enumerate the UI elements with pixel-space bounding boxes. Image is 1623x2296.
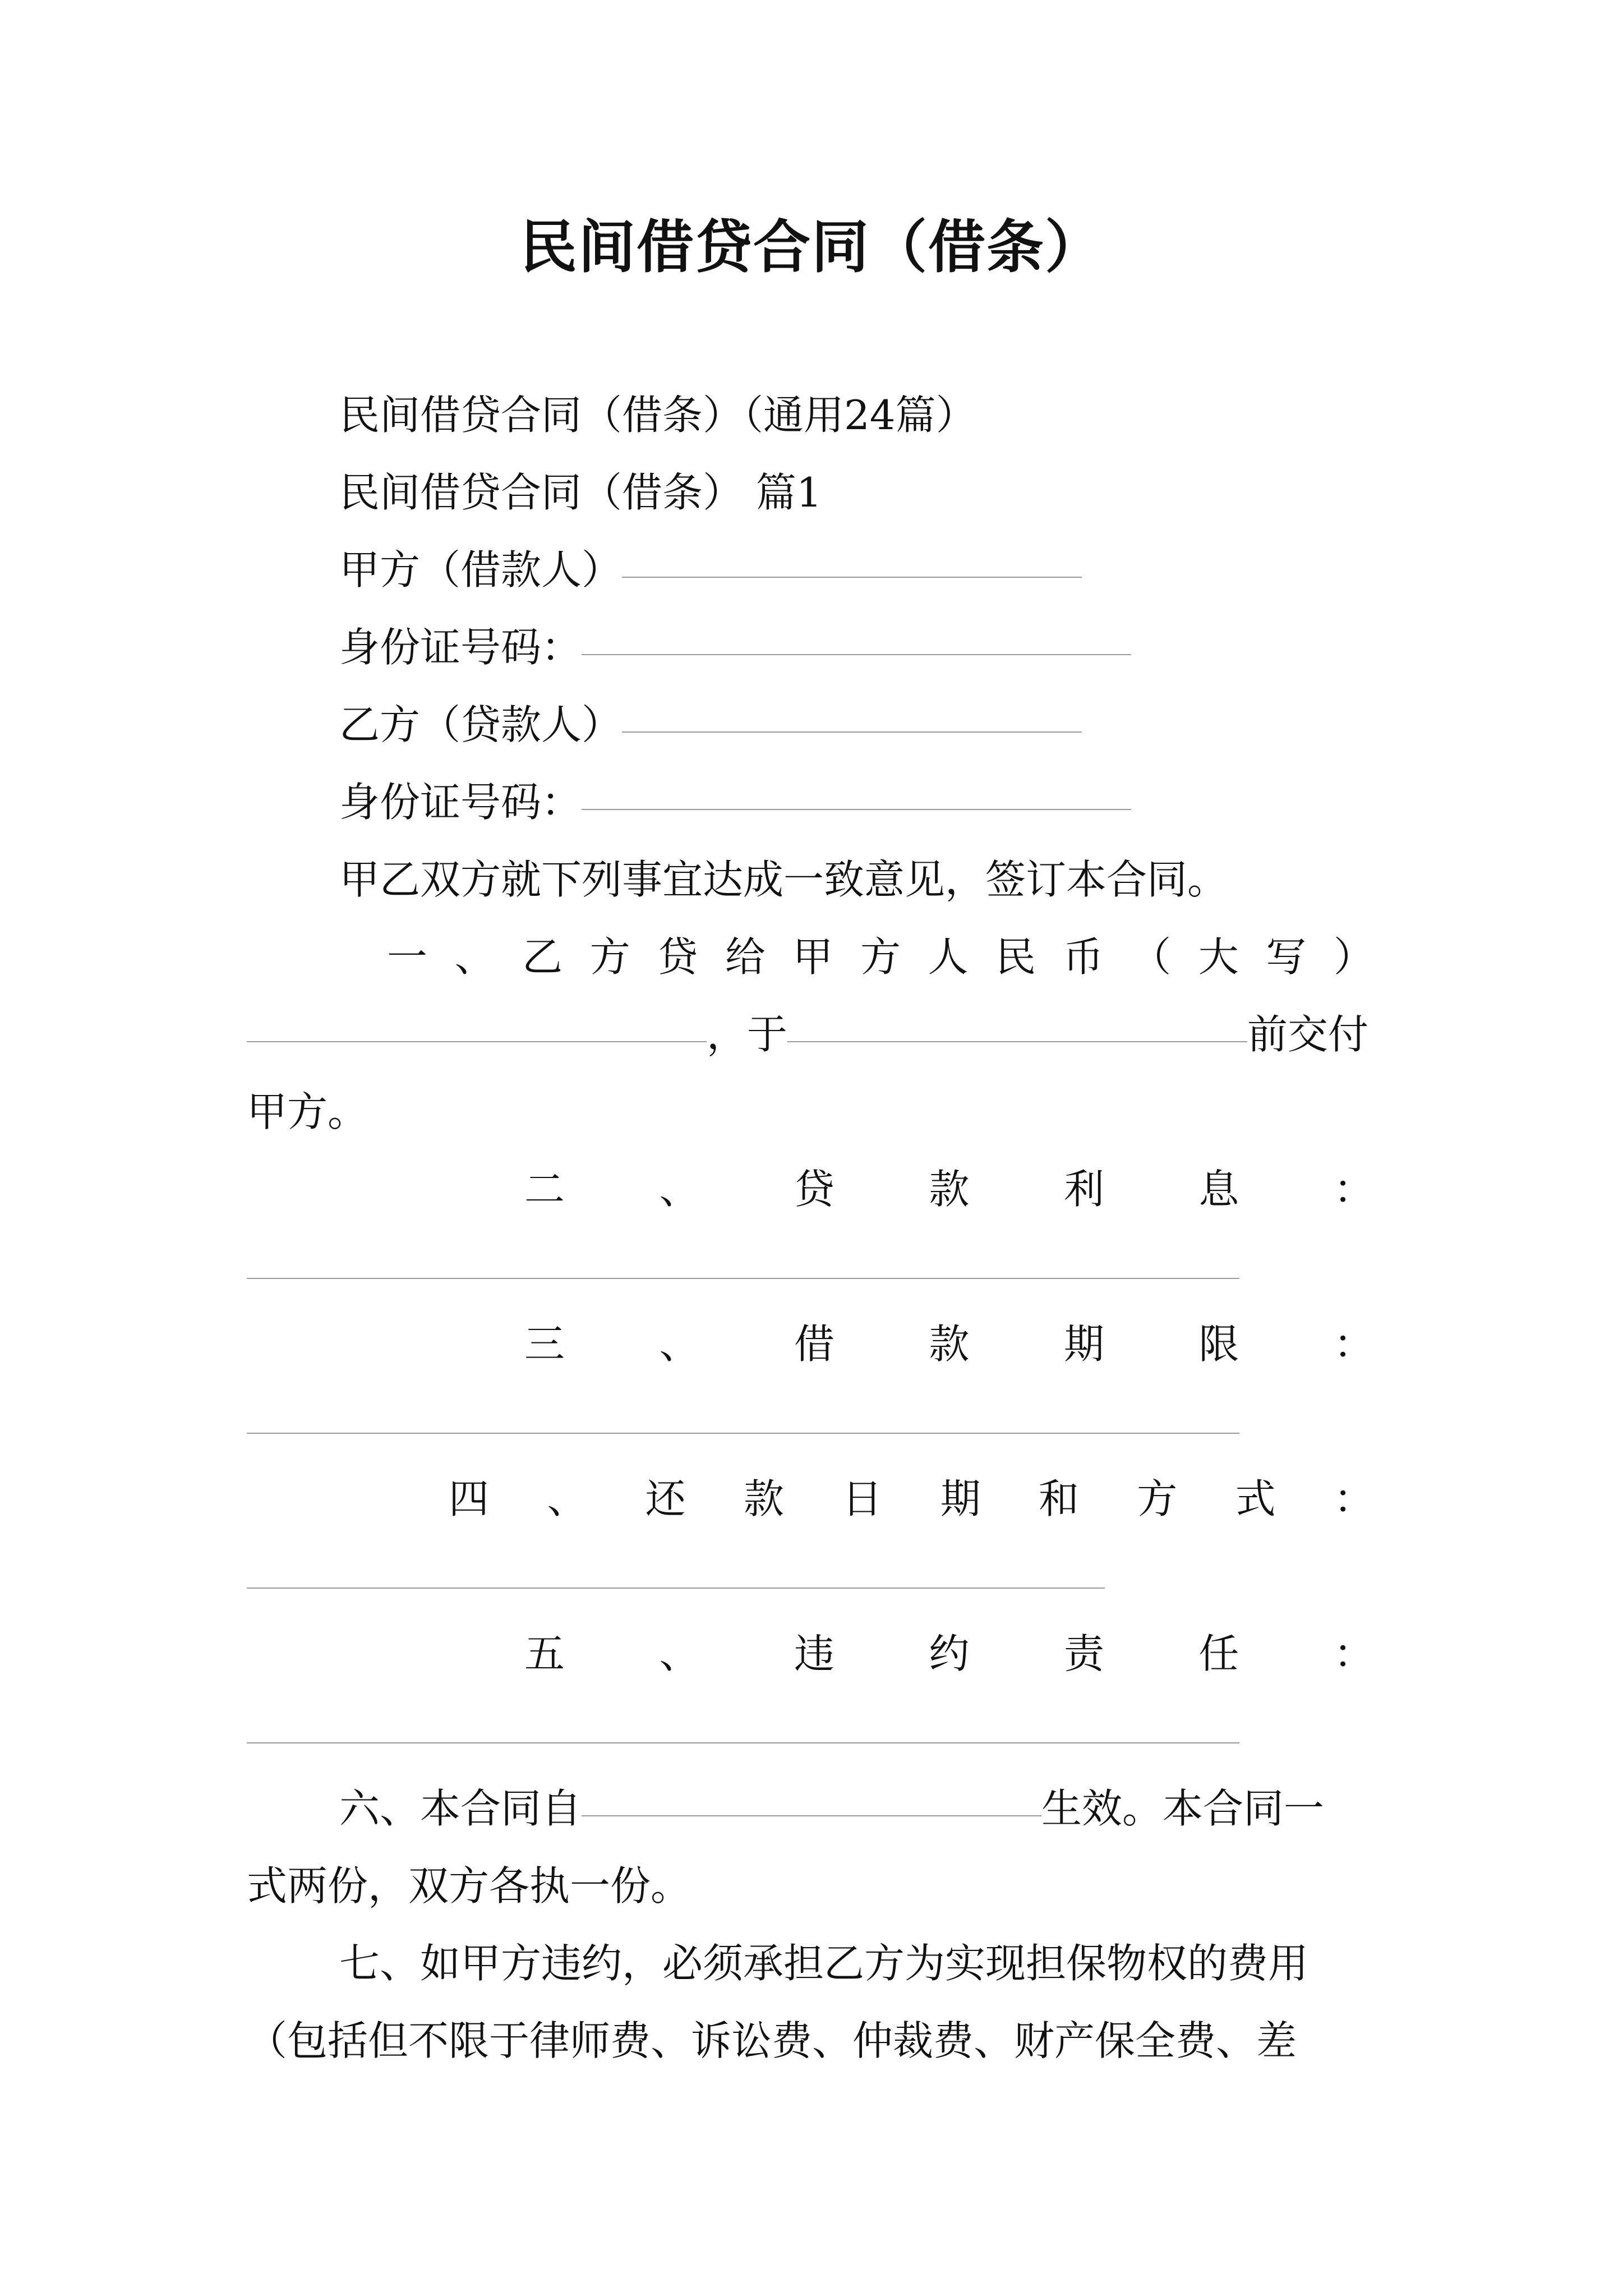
id-a-blank [582, 619, 1131, 655]
party-b-blank [622, 697, 1082, 733]
clause2-char: ： [1333, 1166, 1374, 1213]
clause4-char: 四 [449, 1475, 490, 1522]
clause5-char: 任 [1198, 1630, 1239, 1677]
clause4-char: 式 [1235, 1475, 1276, 1522]
clause5-char: ： [1333, 1630, 1374, 1677]
clause-6-line [339, 1780, 1324, 1837]
clause5-char: 、 [659, 1630, 700, 1677]
clause4-char: 还 [645, 1475, 686, 1522]
id-b-blank [582, 774, 1131, 810]
clause3-char: 款 [929, 1320, 970, 1368]
clause-5-blank [247, 1742, 1239, 1743]
date-blank [787, 1006, 1247, 1042]
clause-6-start: 六、本合同自 [339, 1785, 582, 1832]
clause4-char: 期 [940, 1475, 981, 1522]
clause4-char: ： [1333, 1475, 1374, 1522]
clause1-char: 人 [928, 933, 969, 981]
clause4-char: 款 [743, 1475, 784, 1522]
clause2-char: 利 [1063, 1166, 1104, 1213]
clause1-char: 写 [1266, 933, 1307, 981]
clause-7-line-2: （包括但不限于律师费、诉讼费、仲裁费、财产保全费、差 [247, 2017, 1297, 2064]
clause2-char: 二 [524, 1166, 565, 1213]
clause1-char: 、 [454, 933, 495, 981]
clause-2-line [524, 1161, 1374, 1217]
clause3-char: 、 [659, 1320, 700, 1368]
clause-4-line [449, 1471, 1374, 1527]
clause-1-line-2 [247, 1006, 1368, 1062]
party-a-line [339, 542, 1082, 598]
clause-5-line [524, 1626, 1374, 1682]
clause3-char: ： [1333, 1320, 1374, 1368]
clause4-char: 方 [1137, 1475, 1178, 1522]
clause1-char: 方 [589, 933, 630, 981]
clause-1-line [387, 929, 1374, 985]
subtitle: 民间借贷合同（借条）（通用24篇） [339, 392, 976, 439]
clause-2-blank [247, 1278, 1239, 1279]
effective-date-blank [582, 1780, 1041, 1816]
clause1-char: 一 [387, 933, 428, 981]
clause1-char: ） [1333, 933, 1374, 981]
clause-6-end: 生效。本合同一 [1041, 1785, 1325, 1832]
clause2-char: 息 [1198, 1166, 1239, 1213]
party-b-line [339, 697, 1082, 753]
clause5-char: 违 [794, 1630, 834, 1677]
id-a-label: 身份证号码： [339, 624, 582, 671]
amount-blank [247, 1006, 707, 1042]
clause2-char: 款 [929, 1166, 970, 1213]
clause3-char: 限 [1198, 1320, 1239, 1368]
clause-7-line: 七、如甲方违约，必须承担乙方为实现担保物权的费用 [339, 1940, 1309, 1987]
clause1-char: 方 [860, 933, 901, 981]
party-b-label: 乙方（贷款人） [339, 701, 623, 748]
clause1-char: 贷 [657, 933, 698, 981]
clause1-char: 给 [725, 933, 766, 981]
clause1-char: 乙 [522, 933, 563, 981]
party-a-label: 甲方（借款人） [339, 546, 623, 593]
id-b-line [339, 774, 1131, 830]
clause1-char: （ [1131, 933, 1172, 981]
party-a-blank [622, 542, 1082, 578]
clause-4-blank [247, 1588, 1105, 1589]
clause3-char: 借 [794, 1320, 834, 1368]
clause-1-mid: ，于 [707, 1011, 788, 1058]
clause4-char: 和 [1038, 1475, 1079, 1522]
clause3-char: 三 [524, 1320, 565, 1368]
clause3-char: 期 [1063, 1320, 1104, 1368]
clause5-char: 约 [929, 1630, 970, 1677]
clause1-char: 民 [995, 933, 1036, 981]
clause2-char: 贷 [794, 1166, 834, 1213]
clause-6-line-2: 式两份，双方各执一份。 [247, 1862, 691, 1910]
clause2-char: 、 [659, 1166, 700, 1213]
intro-text: 甲乙双方就下列事宜达成一致意见，签订本合同。 [339, 856, 1228, 903]
id-b-label: 身份证号码： [339, 779, 582, 826]
clause1-char: 币 [1063, 933, 1104, 981]
clause5-char: 责 [1063, 1630, 1104, 1677]
clause5-char: 五 [524, 1630, 565, 1677]
clause-1-end: 前交付 [1247, 1011, 1369, 1058]
clause-3-line [524, 1316, 1374, 1372]
id-a-line [339, 619, 1131, 675]
clause4-char: 、 [547, 1475, 588, 1522]
clause4-char: 日 [842, 1475, 883, 1522]
clause-3-blank [247, 1433, 1239, 1434]
section-heading: 民间借贷合同（借条） 篇1 [339, 469, 822, 516]
clause1-char: 甲 [792, 933, 833, 981]
clause-1-line-3: 甲方。 [247, 1088, 368, 1135]
page-title: 民间借贷合同（借条） [520, 214, 1103, 281]
clause1-char: 大 [1198, 933, 1239, 981]
